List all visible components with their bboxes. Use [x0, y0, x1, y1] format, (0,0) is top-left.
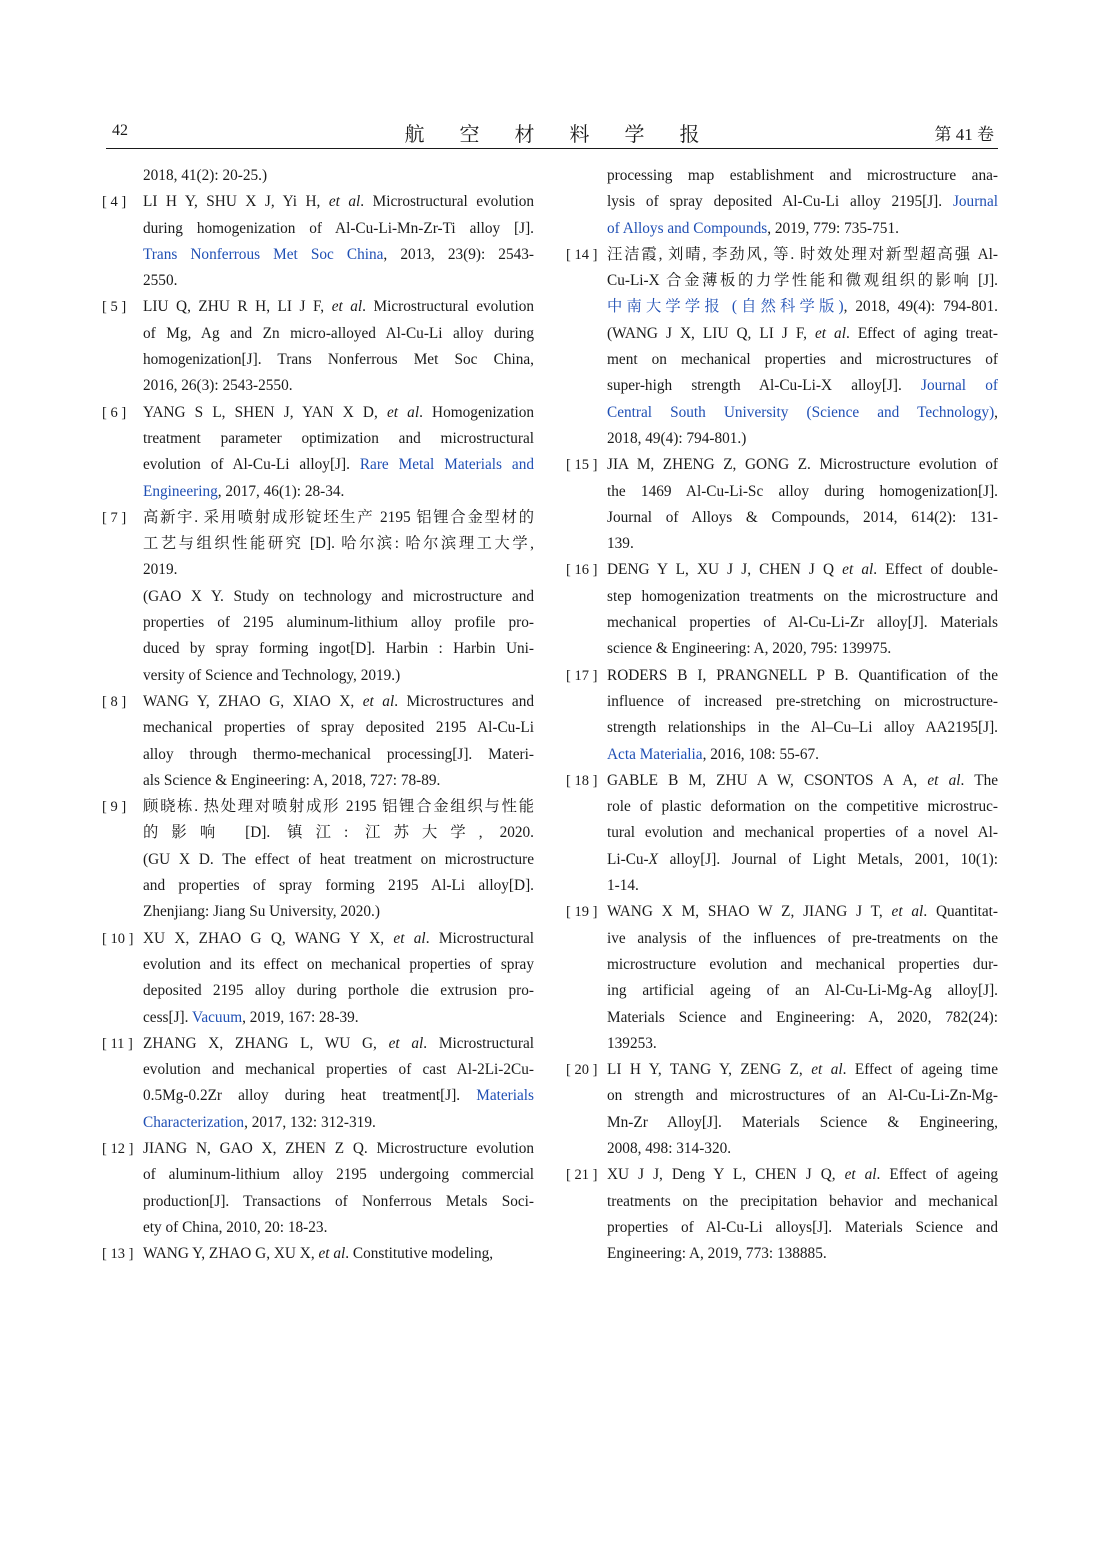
reference-line [607, 584, 998, 610]
reference-line [143, 242, 534, 268]
journal-link[interactable]: Trans Nonferrous Met Soc China [143, 245, 384, 263]
reference-line [143, 268, 534, 294]
reference-text: the 1469 Al-Cu-Li-Sc alloy during homogenization[J]. [607, 482, 998, 500]
reference-line [607, 268, 998, 294]
page-number: 42 [112, 122, 128, 139]
reference-line [607, 952, 998, 978]
reference-text: ive analysis of the influences of pre-treatments on the [607, 929, 998, 947]
reference-text: . Microstructural evolution [362, 298, 534, 316]
reference-text: 工艺与组织性能研究 [D]. 哈尔滨: 哈尔滨理工大学, [143, 535, 534, 553]
reference-text: , [994, 403, 998, 421]
reference-entry [566, 1057, 998, 1162]
reference-line [143, 899, 534, 925]
reference-text: GABLE B M, ZHU A W, CSONTOS A A, [607, 771, 928, 789]
reference-line [607, 768, 998, 794]
reference-text: influence of increased pre-stretching on microstructure- [607, 692, 998, 710]
italic-text: et al [328, 193, 361, 211]
reference-line [143, 978, 534, 1004]
reference-text: evolution of Al-Cu-Li alloy[J]. [143, 456, 360, 474]
reference-text: 顾晓栋. 热处理对喷射成形 2195 铝锂合金组织与性能 [143, 798, 534, 816]
reference-text: strength relationships in the Al–Cu–Li alloy AA2195[J]. [607, 719, 998, 737]
reference-text: ety of China, 2010, 20: 18-23. [143, 1218, 328, 1236]
reference-line [143, 663, 534, 689]
reference-number: [ 5 ] [102, 299, 127, 316]
reference-entry [102, 189, 534, 294]
reference-line [143, 1162, 534, 1188]
reference-line [143, 715, 534, 741]
journal-link[interactable]: Journal of [921, 377, 998, 395]
reference-text: . Constitutive modeling, [345, 1245, 494, 1263]
reference-line [607, 557, 998, 583]
reference-text: . The [960, 771, 998, 789]
reference-text: ZHANG X, ZHANG L, WU G, [143, 1034, 389, 1052]
reference-text: , 2013, 23(9): 2543- [383, 245, 534, 263]
reference-entry [102, 505, 534, 689]
reference-line [607, 426, 998, 452]
reference-line [607, 873, 998, 899]
reference-text: , 2019, 779: 735-751. [767, 219, 899, 237]
reference-line [607, 294, 998, 320]
reference-text: XU J J, Deng Y L, CHEN J Q, [607, 1166, 845, 1184]
reference-text: 2018, 41(2): 20-25.) [143, 167, 268, 184]
reference-text: JIANG N, GAO X, ZHEN Z Q. Microstructure evolution [143, 1139, 534, 1157]
reference-line [607, 242, 998, 268]
reference-text: versity of Science and Technology, 2019.) [143, 666, 401, 684]
journal-link[interactable]: Rare Metal Materials and [359, 456, 534, 474]
reference-text: DENG Y L, XU J J, CHEN J Q [607, 561, 843, 579]
reference-text: super-high strength Al-Cu-Li-X alloy[J]. [607, 377, 921, 395]
reference-line [607, 216, 998, 242]
reference-text: 2018, 49(4): 794-801.) [607, 429, 747, 447]
reference-text: (WANG J X, LIU Q, LI J F, [607, 324, 815, 342]
reference-line [607, 663, 998, 689]
reference-line [143, 952, 534, 978]
reference-entry [102, 794, 534, 925]
italic-text: X [648, 850, 658, 868]
reference-line [143, 926, 534, 952]
reference-line [607, 189, 998, 215]
reference-number: [ 9 ] [102, 799, 127, 816]
header-rule [106, 148, 998, 149]
reference-text: production[J]. Transactions of Nonferrous Metals Soci- [143, 1192, 534, 1210]
reference-line [143, 1005, 534, 1031]
reference-text: . Microstructures and [394, 692, 534, 710]
reference-text: duced by spray forming ingot[D]. Harbin : Harbin Uni- [143, 640, 534, 658]
reference-line [607, 1031, 998, 1057]
reference-line [143, 531, 534, 557]
reference-number: [ 11 ] [102, 1035, 133, 1052]
reference-text: of Mg, Ag and Zn micro-alloyed Al-Cu-Li alloy during [143, 324, 534, 342]
reference-text: WANG Y, ZHAO G, XIAO X, [143, 692, 363, 710]
reference-list-left [102, 163, 534, 1267]
reference-number: [ 10 ] [102, 930, 134, 947]
reference-line [607, 347, 998, 373]
reference-text: treatments on the precipitation behavior and mechanical [607, 1192, 998, 1210]
reference-entry [566, 163, 998, 242]
reference-line [143, 216, 534, 242]
reference-text: WANG Y, ZHAO G, XU X, [143, 1245, 319, 1263]
reference-line [607, 1162, 998, 1188]
reference-text: mechanical properties of spray deposited 2195 Al-Cu-Li [143, 719, 534, 737]
reference-text: , 2019, 167: 28-39. [242, 1008, 359, 1026]
reference-line [143, 1215, 534, 1241]
reference-number: [ 8 ] [102, 693, 127, 710]
reference-line [607, 820, 998, 846]
reference-line [607, 1110, 998, 1136]
reference-text: . Effect of double- [873, 561, 998, 579]
reference-text: 的影响 [D]. 镇江: 江苏大学, 2020. [143, 824, 534, 842]
reference-line [607, 715, 998, 741]
reference-text: homogenization[J]. Trans Nonferrous Met Soc China, [143, 351, 534, 369]
reference-text: evolution and its effect on mechanical properties of spray [143, 955, 534, 973]
reference-text: 2550. [143, 272, 178, 290]
reference-text: 139. [607, 535, 634, 553]
reference-text: 汪洁霞, 刘晴, 李劲风, 等. 时效处理对新型超高强 Al- [607, 245, 998, 263]
reference-text: processing map establishment and microstructure ana- [607, 167, 998, 184]
reference-text: ment on mechanical properties and microstructures of [607, 351, 998, 369]
reference-text: als Science & Engineering: A, 2018, 727: 78-89. [143, 771, 441, 789]
reference-line [143, 742, 534, 768]
reference-number: [ 15 ] [566, 457, 598, 474]
reference-line [607, 689, 998, 715]
reference-number: [ 17 ] [566, 667, 598, 684]
reference-entry [566, 663, 998, 768]
reference-line [143, 347, 534, 373]
italic-text: et al [362, 692, 395, 710]
reference-text: step homogenization treatments on the microstructure and [607, 587, 998, 605]
journal-link[interactable]: Journal [952, 193, 998, 211]
journal-title: 航 空 材 料 学 报 [404, 124, 715, 146]
reference-line [143, 847, 534, 873]
reference-text: 2008, 498: 314-320. [607, 1139, 732, 1157]
reference-text: (GAO X Y. Study on technology and microstructure and [143, 587, 534, 605]
reference-entry [102, 1136, 534, 1241]
reference-line [607, 636, 998, 662]
reference-entry [566, 242, 998, 452]
reference-number: [ 13 ] [102, 1246, 134, 1263]
reference-line [143, 505, 534, 531]
reference-text: role of plastic deformation on the competitive microstruc- [607, 798, 998, 816]
journal-link[interactable]: Characterization [143, 1113, 245, 1131]
journal-link[interactable]: 中南大学学报 (自然科学版) [607, 298, 844, 316]
reference-text: tural evolution and mechanical properties of a novel Al- [607, 824, 998, 842]
page-header [106, 112, 998, 148]
reference-text: . Effect of ageing time [842, 1061, 998, 1079]
reference-line [607, 794, 998, 820]
reference-text: LI H Y, SHU X J, Yi H, [143, 193, 329, 211]
reference-text: of aluminum-lithium alloy 2195 undergoing commercial [143, 1166, 534, 1184]
reference-line [607, 926, 998, 952]
reference-entry [566, 452, 998, 557]
reference-text: alloy through thermo-mechanical processing[J]. Materi- [143, 745, 534, 763]
reference-text: Mn-Zr Alloy[J]. Materials Science & Engineering, [607, 1113, 998, 1131]
journal-link[interactable]: Engineering [143, 482, 218, 500]
reference-line [143, 557, 534, 583]
italic-text: et al [842, 561, 874, 579]
reference-text: . Quantitat- [923, 903, 998, 921]
reference-text: , 2016, 108: 55-67. [702, 745, 819, 763]
reference-text: YANG S L, SHEN J, YAN X D, [143, 403, 387, 421]
journal-link[interactable]: Vacuum [192, 1008, 243, 1026]
reference-line [607, 1241, 998, 1267]
reference-text: 1-14. [607, 877, 639, 895]
reference-entry [102, 1241, 534, 1267]
reference-text: science & Engineering: A, 2020, 795: 139975. [607, 640, 892, 658]
reference-line [607, 610, 998, 636]
reference-line [143, 1083, 534, 1109]
journal-link[interactable]: Acta Materialia [607, 745, 703, 763]
reference-line [143, 479, 534, 505]
reference-line [143, 768, 534, 794]
reference-text: microstructure evolution and mechanical properties dur- [607, 955, 998, 973]
reference-line [607, 978, 998, 1004]
reference-text: Cu-Li-X 合金薄板的力学性能和微观组织的影响 [J]. [607, 272, 998, 290]
reference-text: treatment parameter optimization and microstructural [143, 429, 534, 447]
reference-line [143, 610, 534, 636]
reference-line [607, 1136, 998, 1162]
reference-line [143, 584, 534, 610]
reference-number: [ 4 ] [102, 194, 127, 211]
reference-text: Journal of Alloys & Compounds, 2014, 614(2): 131- [607, 508, 998, 526]
reference-text: . Effect of aging treat- [845, 324, 998, 342]
reference-number: [ 21 ] [566, 1167, 598, 1184]
reference-text: ing artificial ageing of an Al-Cu-Li-Mg-Ag alloy[J]. [607, 982, 998, 1000]
reference-text: and properties of spray forming 2195 Al-Li alloy[D]. [143, 877, 534, 895]
italic-text: et al [927, 771, 961, 789]
reference-line [143, 689, 534, 715]
reference-text: during homogenization of Al-Cu-Li-Mn-Zr-Ti alloy [J]. [143, 219, 534, 237]
reference-text: deposited 2195 alloy during porthole die extrusion pro- [143, 982, 534, 1000]
reference-line [143, 873, 534, 899]
reference-text: Engineering: A, 2019, 773: 138885. [607, 1245, 827, 1263]
reference-line [143, 294, 534, 320]
reference-entry [102, 1031, 534, 1136]
reference-text: Zhenjiang: Jiang Su University, 2020.) [143, 903, 380, 921]
reference-text: 0.5Mg-0.2Zr alloy during heat treatment[J]. [143, 1087, 477, 1105]
reference-line [607, 899, 998, 925]
reference-line [143, 1057, 534, 1083]
reference-text: alloy[J]. Journal of Light Metals, 2001, 10(1): [658, 850, 998, 868]
reference-line [143, 400, 534, 426]
reference-text: Li-Cu- [607, 850, 649, 868]
italic-text: et al [811, 1061, 843, 1079]
reference-line [607, 400, 998, 426]
reference-line [607, 742, 998, 768]
reference-text: . Microstructural [423, 1034, 534, 1052]
italic-text: et al [331, 298, 363, 316]
reference-text: (GU X D. The effect of heat treatment on microstructure [143, 850, 534, 868]
reference-line [607, 163, 998, 189]
reference-text: . Microstructural evolution [360, 193, 534, 211]
reference-text: properties of Al-Cu-Li alloys[J]. Materials Science and [607, 1218, 998, 1236]
reference-line [607, 321, 998, 347]
reference-text: . Effect of ageing [876, 1166, 998, 1184]
reference-entry [102, 689, 534, 794]
reference-entry [566, 1162, 998, 1267]
reference-text: JIA M, ZHENG Z, GONG Z. Microstructure evolution of [607, 456, 998, 474]
reference-line [607, 1057, 998, 1083]
italic-text: et al [388, 1034, 424, 1052]
reference-text: mechanical properties of Al-Cu-Li-Zr alloy[J]. Materials [607, 614, 998, 632]
reference-number: [ 12 ] [102, 1140, 134, 1157]
reference-text: 2019. [143, 561, 178, 579]
reference-line [607, 1189, 998, 1215]
reference-text: Materials Science and Engineering: A, 2020, 782(24): [607, 1008, 998, 1026]
reference-line [143, 189, 534, 215]
reference-entry [102, 163, 534, 189]
reference-line [607, 531, 998, 557]
reference-number: [ 20 ] [566, 1062, 598, 1079]
reference-number: [ 19 ] [566, 904, 598, 921]
reference-text: , 2017, 46(1): 28-34. [217, 482, 345, 500]
reference-text: XU X, ZHAO G Q, WANG Y X, [143, 929, 394, 947]
reference-line [143, 1110, 534, 1136]
reference-line [143, 1136, 534, 1162]
reference-text: . Homogenization [419, 403, 534, 421]
reference-line [143, 1031, 534, 1057]
reference-line [607, 847, 998, 873]
reference-text: evolution and mechanical properties of cast Al-2Li-2Cu- [143, 1061, 534, 1079]
reference-entry [102, 926, 534, 1031]
italic-text: et al [393, 929, 426, 947]
reference-text: properties of 2195 aluminum-lithium alloy profile pro- [143, 614, 534, 632]
reference-entry [566, 768, 998, 899]
reference-number: [ 7 ] [102, 509, 127, 526]
italic-text: et al [891, 903, 924, 921]
reference-line [143, 794, 534, 820]
reference-number: [ 6 ] [102, 404, 127, 421]
reference-line [607, 1083, 998, 1109]
reference-text: on strength and microstructures of an Al-Cu-Li-Zn-Mg- [607, 1087, 998, 1105]
reference-text: LIU Q, ZHU R H, LI J F, [143, 298, 332, 316]
reference-line [607, 1215, 998, 1241]
reference-entry [566, 557, 998, 662]
italic-text: et al [386, 403, 420, 421]
italic-text: et al [814, 324, 846, 342]
reference-line [607, 373, 998, 399]
reference-text: , 2017, 132: 312-319. [244, 1113, 376, 1131]
reference-number: [ 16 ] [566, 562, 598, 579]
italic-text: et al [844, 1166, 877, 1184]
reference-line [607, 1005, 998, 1031]
reference-line [143, 452, 534, 478]
journal-link[interactable]: Materials [476, 1087, 534, 1105]
reference-line [607, 479, 998, 505]
reference-number: [ 14 ] [566, 246, 598, 263]
reference-text: cess[J]. [143, 1008, 192, 1026]
italic-text: et al [318, 1245, 346, 1263]
reference-text: WANG X M, SHAO W Z, JIANG J T, [607, 903, 892, 921]
reference-text: 高新宇. 采用喷射成形锭坯生产 2195 铝锂合金型材的 [143, 508, 534, 526]
reference-line [143, 1241, 534, 1267]
reference-entry [102, 400, 534, 505]
reference-entry [102, 294, 534, 399]
reference-text: 139253. [607, 1034, 657, 1052]
reference-line [143, 820, 534, 846]
reference-number: [ 18 ] [566, 772, 598, 789]
reference-line [143, 426, 534, 452]
reference-list-right [566, 163, 998, 1267]
reference-line [143, 163, 534, 189]
reference-text: lysis of spray deposited Al-Cu-Li alloy 2195[J]. [607, 193, 953, 211]
reference-text: LI H Y, TANG Y, ZENG Z, [607, 1061, 812, 1079]
reference-text: 2016, 26(3): 2543-2550. [143, 377, 293, 395]
reference-line [143, 636, 534, 662]
reference-line [143, 1189, 534, 1215]
journal-link[interactable]: Central South University (Science and Technology) [607, 403, 995, 421]
reference-text: , 2018, 49(4): 794-801. [843, 298, 998, 316]
reference-line [607, 505, 998, 531]
reference-line [607, 452, 998, 478]
reference-entry [566, 899, 998, 1057]
reference-text: RODERS B I, PRANGNELL P B. Quantification of the [607, 666, 998, 684]
volume-label: 第 41 卷 [934, 125, 994, 144]
reference-text: . Microstructural [425, 929, 534, 947]
journal-link[interactable]: of Alloys and Compounds [607, 219, 768, 237]
reference-line [143, 321, 534, 347]
reference-line [143, 373, 534, 399]
